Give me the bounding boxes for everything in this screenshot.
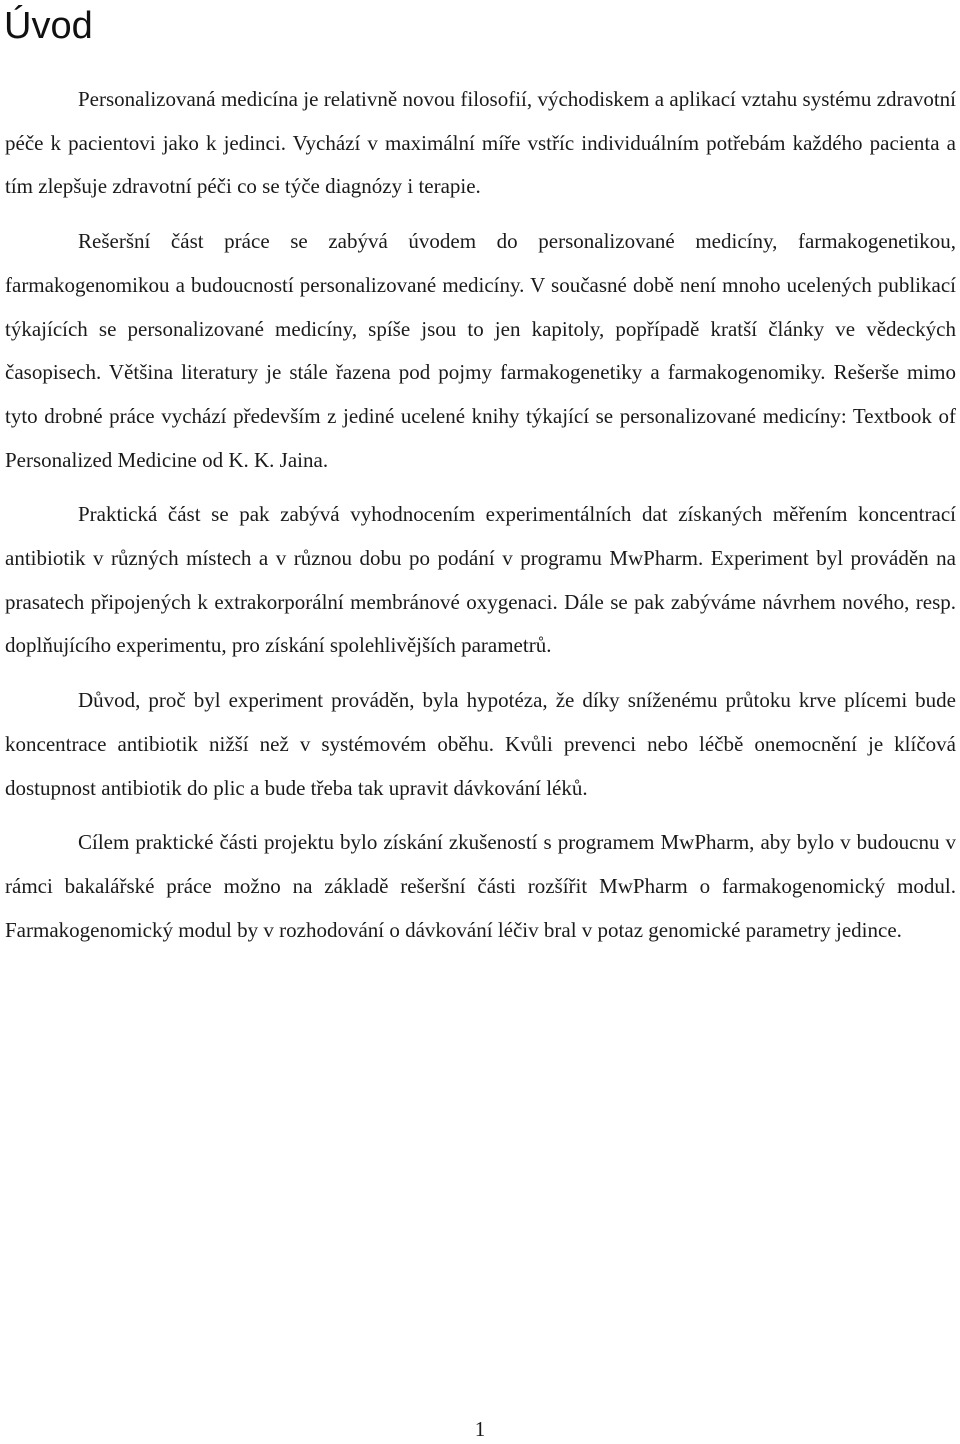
paragraph-practical-part: Praktická část se pak zabývá vyhodnocením experimentálních dat získaných měřením koncentrací antibiotik v různých místech a v různou dobu po podání v programu MwPharm. Experiment byl prováděn na prasatech připojených k extrakorporální membránové oxygenaci. Dále se pak zabýváme návrhem nového, resp. doplňujícího experimentu, pro získání spolehlivějších parametrů.	[5, 502, 956, 658]
paragraph-goal: Cílem praktické části projektu bylo získání zkušeností s programem MwPharm, aby bylo v budoucnu v rámci bakalářské práce možno na základě rešeršní části rozšířit MwPharm o farmakogenomický modul. Farmakogenomický modul by v rozhodování o dávkování léčiv bral v potaz genomické parametry jedince.	[5, 830, 956, 942]
paragraph-intro: Personalizovaná medicína je relativně novou filosofií, východiskem a aplikací vztahu systému zdravotní péče k pacientovi jako k jedinci. Vychází v maximální míře vstříc individuálním potřebám každého pacienta a tím zlepšuje zdravotní péči co se týče diagnózy i terapie.	[5, 87, 956, 199]
page-number: 1	[474, 1417, 486, 1441]
body-text	[5, 78, 956, 952]
paragraph-research-part: Rešeršní část práce se zabývá úvodem do personalizované medicíny, farmakogenetikou, farmakogenomikou a budoucností personalizované medicíny. V současné době není mnoho ucelených publikací týkajících se personalizované medicíny, spíše jsou to jen kapitoly, popřípadě kratší články ve vědeckých časopisech. Většina literatury je stále řazena pod pojmy farmakogenetiky a farmakogenomiky. Rešerše mimo tyto drobné práce vychází především z jediné ucelené knihy týkající se personalizované medicíny: Textbook of Personalized Medicine od K. K. Jaina.	[5, 229, 956, 472]
page-title: Úvod	[4, 5, 93, 47]
paragraph-hypothesis: Důvod, proč byl experiment prováděn, byla hypotéza, že díky sníženému průtoku krve plícemi bude koncentrace antibiotik nižší než v systémovém oběhu. Kvůli prevenci nebo léčbě onemocnění je klíčová dostupnost antibiotik do plic a bude třeba tak upravit dávkování léků.	[5, 688, 956, 800]
